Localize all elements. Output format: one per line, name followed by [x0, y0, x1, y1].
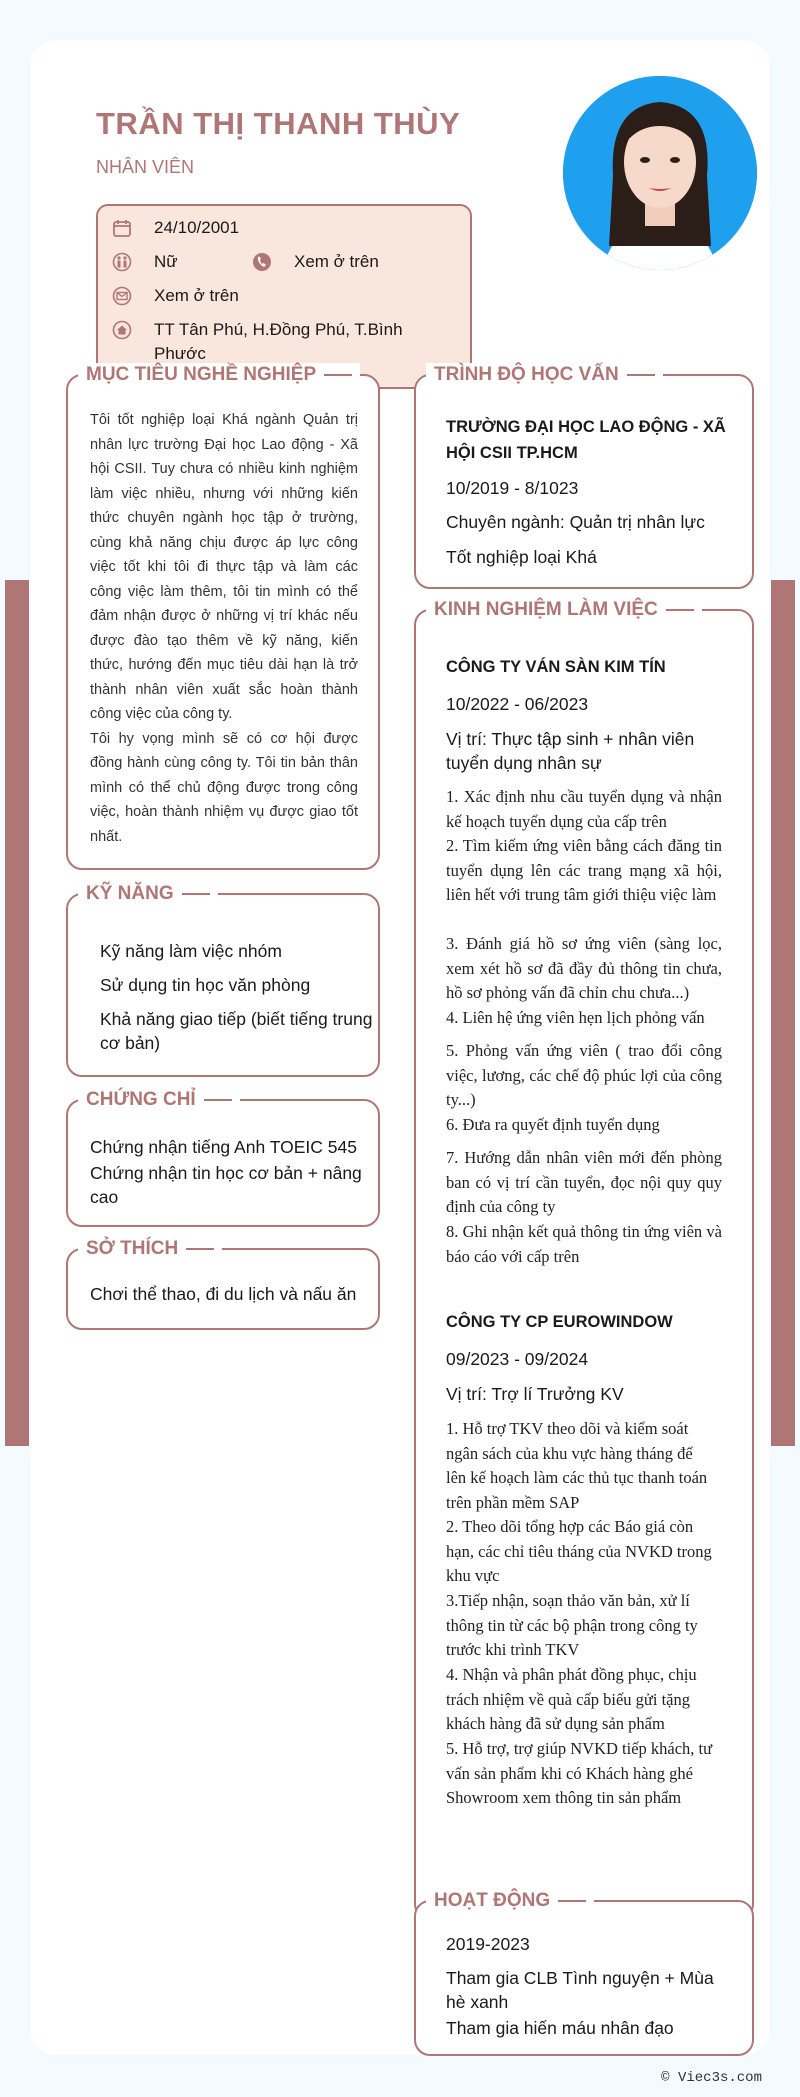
job-period: 09/2023 - 09/2024: [446, 1349, 589, 1369]
avatar: [563, 76, 757, 270]
home-icon: [112, 320, 132, 340]
objective-text: [90, 408, 358, 849]
birthday-value: 24/10/2001: [154, 218, 240, 237]
job-task: 2. Tìm kiếm ứng viên bằng cách đăng tin tuyển dụng lên các trang mạng xã hội, liên hết với trung tâm giới thiệu việc làm: [446, 836, 722, 904]
footer-copyright: © Viec3s.com: [661, 2070, 762, 2086]
portrait-photo: [563, 76, 757, 270]
hobbies-title: SỞ THÍCH: [78, 1237, 222, 1261]
gender-value: Nữ: [154, 252, 178, 271]
education-period: 10/2019 - 8/1023: [446, 478, 579, 498]
job-task: 5. Hỗ trợ, trợ giúp NVKD tiếp khách, tư vấn sản phẩm khi có Khách hàng ghé Showroom xem thông tin sản phẩm: [446, 1739, 713, 1807]
hobbies-card: [66, 1238, 380, 1330]
calendar-icon: [112, 218, 132, 238]
right-decor-bar: [771, 580, 795, 1446]
activities-title: HOẠT ĐỘNG: [426, 1889, 594, 1913]
objective-title: MỤC TIÊU NGHỀ NGHIỆP: [78, 363, 360, 387]
gender-icon: [112, 252, 132, 272]
school-name: TRƯỜNG ĐẠI HỌC LAO ĐỘNG - XÃ HỘI CSII TP.HCM: [446, 418, 726, 462]
education-major: Chuyên ngành: Quản trị nhân lực: [446, 512, 705, 532]
email-icon: [112, 286, 132, 306]
phone-row: [252, 250, 452, 274]
address-row: [112, 318, 412, 366]
objective-paragraph-2: Tôi hy vọng mình sẽ có cơ hội được đồng hành cùng công ty. Tôi tin bản thân mình có thể chủ động được trong công việc, hoàn thành nhiệm vụ được giao tốt nhất.: [90, 730, 358, 845]
job-task: 3.Tiếp nhận, soạn thảo văn bản, xử lí thông tin từ các bộ phận trong công ty trước khi trình TKV: [446, 1591, 698, 1659]
experience-card: [414, 599, 754, 1920]
gender-row: [112, 250, 262, 274]
job-task: 3. Đánh giá hồ sơ ứng viên (sàng lọc, xem xét hồ sơ đã đầy đủ thông tin chưa, hồ sơ phỏng vấn đã chỉn chu chưa...): [446, 934, 722, 1002]
birthday-row: [112, 216, 442, 240]
job-role: Vị trí: Thực tập sinh + nhân viên tuyển dụng nhân sự: [446, 729, 695, 773]
email-value: Xem ở trên: [154, 286, 239, 305]
education-title: TRÌNH ĐỘ HỌC VẤN: [426, 363, 663, 387]
skill-item: Khả năng giao tiếp (biết tiếng trung cơ bản): [100, 1009, 373, 1053]
activity-item: Tham gia hiến máu nhân đạo: [446, 2018, 674, 2038]
certificates-card: [66, 1089, 380, 1227]
phone-value: Xem ở trên: [294, 252, 379, 271]
job-task: 2. Theo dõi tổng hợp các Báo giá còn hạn, các chỉ tiêu tháng của NVKD trong khu vực: [446, 1517, 712, 1585]
certificate-item: Chứng nhận tin học cơ bản + nâng cao: [90, 1163, 362, 1207]
experience-title: KINH NGHIỆM LÀM VIỆC: [426, 598, 702, 622]
job-task: 1. Hỗ trợ TKV theo dõi và kiểm soát ngân sách của khu vực hàng tháng để lên kế hoạch làm các thủ tục thanh toán trên phần mềm SAP: [446, 1419, 708, 1512]
job-task: 6. Đưa ra quyết định tuyển dụng: [446, 1115, 660, 1134]
job-task: 1. Xác định nhu cầu tuyển dụng và nhận kế hoạch tuyển dụng của cấp trên: [446, 787, 722, 831]
skill-item: Kỹ năng làm việc nhóm: [100, 941, 282, 961]
skills-title: KỸ NĂNG: [78, 882, 218, 906]
education-card: [414, 364, 754, 589]
job-role: Vị trí: Trợ lí Trưởng KV: [446, 1384, 624, 1404]
job-task: 8. Ghi nhận kết quả thông tin ứng viên và báo cáo với cấp trên: [446, 1222, 722, 1266]
contact-info-box: [96, 204, 472, 389]
job-company: CÔNG TY CP EUROWINDOW: [446, 1313, 673, 1331]
skill-item: Sử dụng tin học văn phòng: [100, 975, 311, 995]
email-row: [112, 284, 442, 308]
phone-icon: [252, 252, 272, 272]
certificates-title: CHỨNG CHỈ: [78, 1088, 240, 1112]
address-value: TT Tân Phú, H.Đồng Phú, T.Bình Phước: [154, 320, 403, 363]
left-decor-bar: [5, 580, 29, 1446]
education-grade: Tốt nghiệp loại Khá: [446, 547, 597, 567]
activities-period: 2019-2023: [446, 1934, 530, 1954]
candidate-position: NHÂN VIÊN: [96, 157, 195, 177]
activities-card: [414, 1890, 754, 2056]
cv-page: [30, 40, 770, 2055]
job-task: 4. Liên hệ ứng viên hẹn lịch phỏng vấn: [446, 1008, 705, 1027]
job-task: 7. Hướng dẫn nhân viên mới đến phòng ban có vị trí cần tuyển, đọc nội quy quy định của công ty: [446, 1148, 722, 1216]
job-task: 5. Phỏng vấn ứng viên ( trao đổi công việc, lương, các chế độ phúc lợi của công ty...): [446, 1041, 722, 1109]
job-task: 4. Nhận và phân phát đồng phục, chịu trách nhiệm về quà cấp biếu gửi tặng khách hàng đã sử dụng sản phẩm: [446, 1665, 697, 1733]
candidate-name: TRẦN THỊ THANH THÙY: [96, 106, 461, 141]
job-company: CÔNG TY VÁN SÀN KIM TÍN: [446, 658, 666, 676]
activity-item: Tham gia CLB Tình nguyện + Mùa hè xanh: [446, 1968, 714, 2012]
job-period: 10/2022 - 06/2023: [446, 694, 589, 714]
objective-paragraph-1: Tôi tốt nghiệp loại Khá ngành Quản trị nhân lực trường Đại học Lao động - Xã hội CSII. Tuy chưa có nhiều kinh nghiệm làm việc nhiều, nhưng với những kiến thức chuyên ngành học tập ở trường, cùng khả năng chịu được áp lực công việc tốt khi tôi đi thực tập và làm các công việc làm thêm, tôi tin mình có thể đảm nhận được ở những vị trí khác nếu được đào tạo thêm về kỹ năng, kiến thức, hướng đến mục tiêu dài hạn là trở thành nhân viên xuất sắc hoàn thành công việc của công ty.: [90, 412, 358, 722]
certificate-item: Chứng nhận tiếng Anh TOEIC 545: [90, 1137, 357, 1157]
objective-card: [66, 364, 380, 870]
skills-card: [66, 883, 380, 1077]
hobbies-text: Chơi thể thao, đi du lịch và nấu ăn: [90, 1284, 357, 1304]
